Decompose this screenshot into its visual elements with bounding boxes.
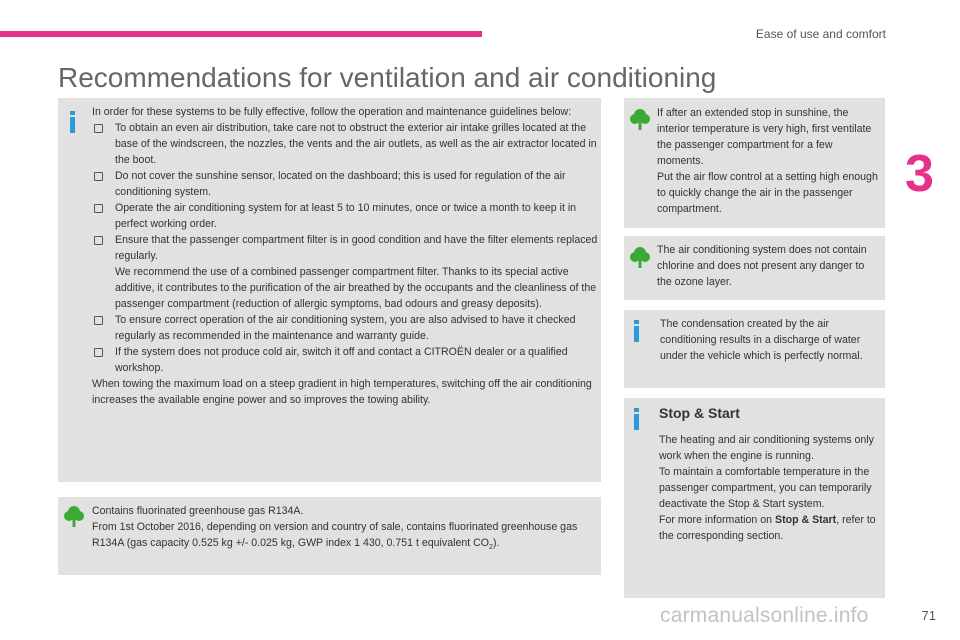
guidelines-list [92, 120, 598, 376]
list-item: If the system does not produce cold air, switch it off and contact a CITROËN dealer or a qualified workshop. [92, 344, 598, 376]
eco-tree-icon [630, 246, 650, 268]
intro-text: In order for these systems to be fully effective, follow the operation and maintenance guidelines below: [92, 106, 572, 118]
sunshine-text-2: Put the air flow control at a setting high enough to quickly change the air in the passenger compartment. [657, 171, 878, 215]
chapter-number: 3 [905, 145, 934, 203]
stop-start-text-3-bold: Stop & Start [775, 514, 837, 526]
stop-start-text-1: The heating and air conditioning systems only work when the engine is running. [659, 434, 874, 462]
eco-tree-icon [630, 108, 650, 130]
stop-start-text-2: To maintain a comfortable temperature in the passenger compartment, you can temporarily deactivate the Stop & Start system. [659, 466, 872, 510]
info-icon [634, 408, 639, 430]
filter-note: We recommend the use of a combined passenger compartment filter. Thanks to its special active additive, it contributes to the purification of the air breathed by the occupants and the cleanliness of the passenger compartment (reduction of allergic symptoms, bad odours and greasy deposits). [115, 266, 597, 310]
info-icon [634, 320, 639, 342]
stop-start-box [624, 398, 885, 598]
gas-line-2-text: From 1st October 2016, depending on version and country of sale, contains fluorinated greenhouse gas R134A (gas capacity 0.525 kg +/- 0.025 kg, GWP index 1 430, 0.751 t equivalent CO [92, 521, 578, 549]
stop-start-text-3 [659, 512, 881, 544]
stop-start-text-3-post: , refer to the corresponding section. [659, 514, 876, 542]
gas-subscript: 2 [489, 544, 493, 552]
filter-bullet-text: Ensure that the passenger compartment filter is in good condition and have the filter elements replaced regularly. [115, 234, 598, 262]
info-icon [70, 111, 75, 133]
greenhouse-gas-box [58, 497, 601, 575]
eco-tree-icon [64, 505, 84, 527]
list-item [92, 232, 598, 312]
list-item: Operate the air conditioning system for at least 5 to 10 minutes, once or twice a month to keep it in perfect working order. [92, 200, 598, 232]
section-label: Ease of use and comfort [755, 27, 886, 41]
chlorine-text: The air conditioning system does not contain chlorine and does not present any danger to the ozone layer. [657, 244, 867, 288]
watermark: carmanualsonline.info [660, 604, 869, 627]
chlorine-box [624, 236, 885, 300]
page-title: Recommendations for ventilation and air conditioning [58, 62, 717, 93]
towing-text: When towing the maximum load on a steep gradient in high temperatures, switching off the air conditioning increases the available engine power and so improves the towing ability. [92, 378, 592, 406]
recommendations-box [58, 98, 601, 482]
list-item: To obtain an even air distribution, take care not to obstruct the exterior air intake grilles located at the base of the windscreen, the nozzles, the vents and the air outlets, as well as the air extractor located in the boot. [92, 120, 598, 168]
stop-start-text-3-pre: For more information on [659, 514, 775, 526]
list-item: To ensure correct operation of the air conditioning system, you are also advised to have it checked regularly as recommended in the maintenance and warranty guide. [92, 312, 598, 344]
gas-line-1: Contains fluorinated greenhouse gas R134A. [92, 505, 304, 517]
stop-start-title: Stop & Start [659, 405, 740, 421]
list-item: Do not cover the sunshine sensor, located on the dashboard; this is used for regulation of the air conditioning system. [92, 168, 598, 200]
sunshine-text-1: If after an extended stop in sunshine, the interior temperature is very high, first ventilate the passenger compartment for a few moments. [657, 107, 872, 167]
gas-line-2 [92, 519, 592, 556]
condensation-text: The condensation created by the air conditioning results in a discharge of water under the vehicle which is perfectly normal. [660, 318, 863, 362]
condensation-box [624, 310, 885, 388]
page-number: 71 [921, 608, 936, 623]
gas-line-2-end: ). [492, 537, 500, 549]
sunshine-box [624, 98, 885, 228]
header-accent-bar [0, 31, 482, 37]
